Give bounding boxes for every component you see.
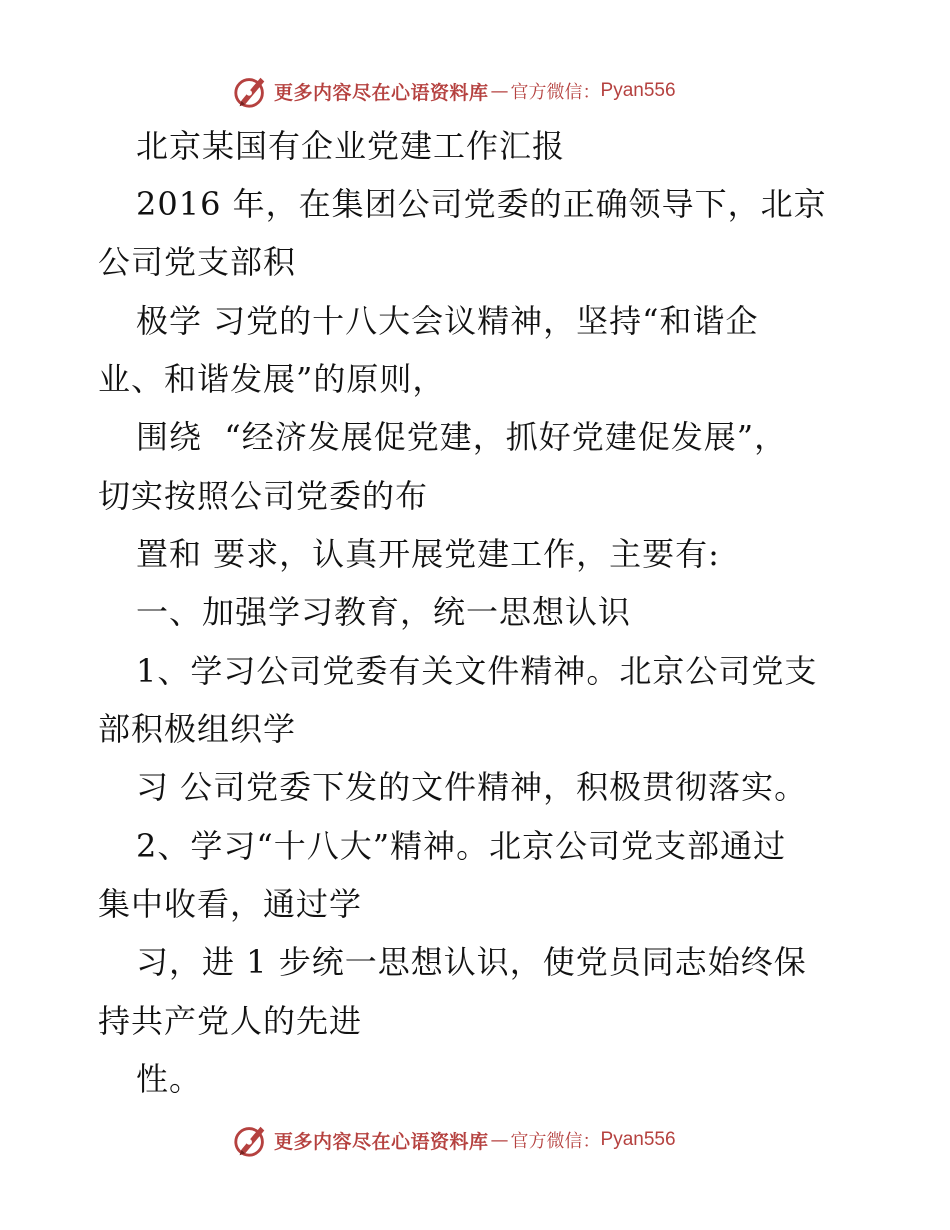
- paragraph-line: 极学 习党的十八大会议精神，坚持“和谐企: [136, 302, 759, 340]
- watermark-main-text: 更多内容尽在心语资料库: [274, 1130, 489, 1153]
- document-title: 北京某国有企业党建工作汇报: [136, 127, 566, 165]
- paragraph-line: 集中收看，通过学: [98, 885, 363, 923]
- paragraph-line: 部积极组织学: [98, 710, 297, 748]
- watermark-wechat-id: Pyan556: [600, 1129, 676, 1150]
- pen-nib-circle-icon: [232, 1121, 270, 1159]
- pen-nib-circle-icon: [232, 72, 270, 110]
- watermark-sub-text: 官方微信：: [510, 1131, 601, 1152]
- paragraph-line: 习，进 1 步统一思想认识，使党员同志始终保: [136, 943, 807, 981]
- watermark-separator: —: [490, 80, 509, 102]
- header-watermark: [232, 71, 676, 111]
- paragraph-line: 业、和谐发展”的原则，: [98, 360, 446, 398]
- watermark-main-text: 更多内容尽在心语资料库: [274, 81, 489, 104]
- paragraph-line: 1、学习公司党委有关文件精神。北京公司党支: [136, 652, 818, 690]
- paragraph-line: 持共产党人的先进: [98, 1002, 363, 1040]
- paragraph-line: 公司党支部积: [98, 243, 297, 281]
- paragraph-line: 2016 年，在集团公司党委的正确领导下，北京: [136, 185, 827, 223]
- paragraph-line: 2、学习“十八大”精神。北京公司党支部通过: [136, 827, 787, 865]
- paragraph-line: 性。: [136, 1060, 203, 1098]
- watermark-wechat-id: Pyan556: [600, 80, 676, 101]
- paragraph-line: 切实按照公司党委的布: [98, 477, 429, 515]
- paragraph-line: 置和 要求，认真开展党建工作，主要有:: [136, 535, 720, 573]
- paragraph-line: 围绕 “经济发展促党建，抓好党建促发展”，: [136, 418, 788, 456]
- footer-watermark: [232, 1120, 676, 1160]
- watermark-sub-text: 官方微信：: [510, 82, 601, 103]
- watermark-separator: —: [490, 1129, 509, 1151]
- paragraph-line: 习 公司党委下发的文件精神，积极贯彻落实。: [136, 768, 808, 806]
- section-heading: 一、加强学习教育，统一思想认识: [136, 593, 632, 631]
